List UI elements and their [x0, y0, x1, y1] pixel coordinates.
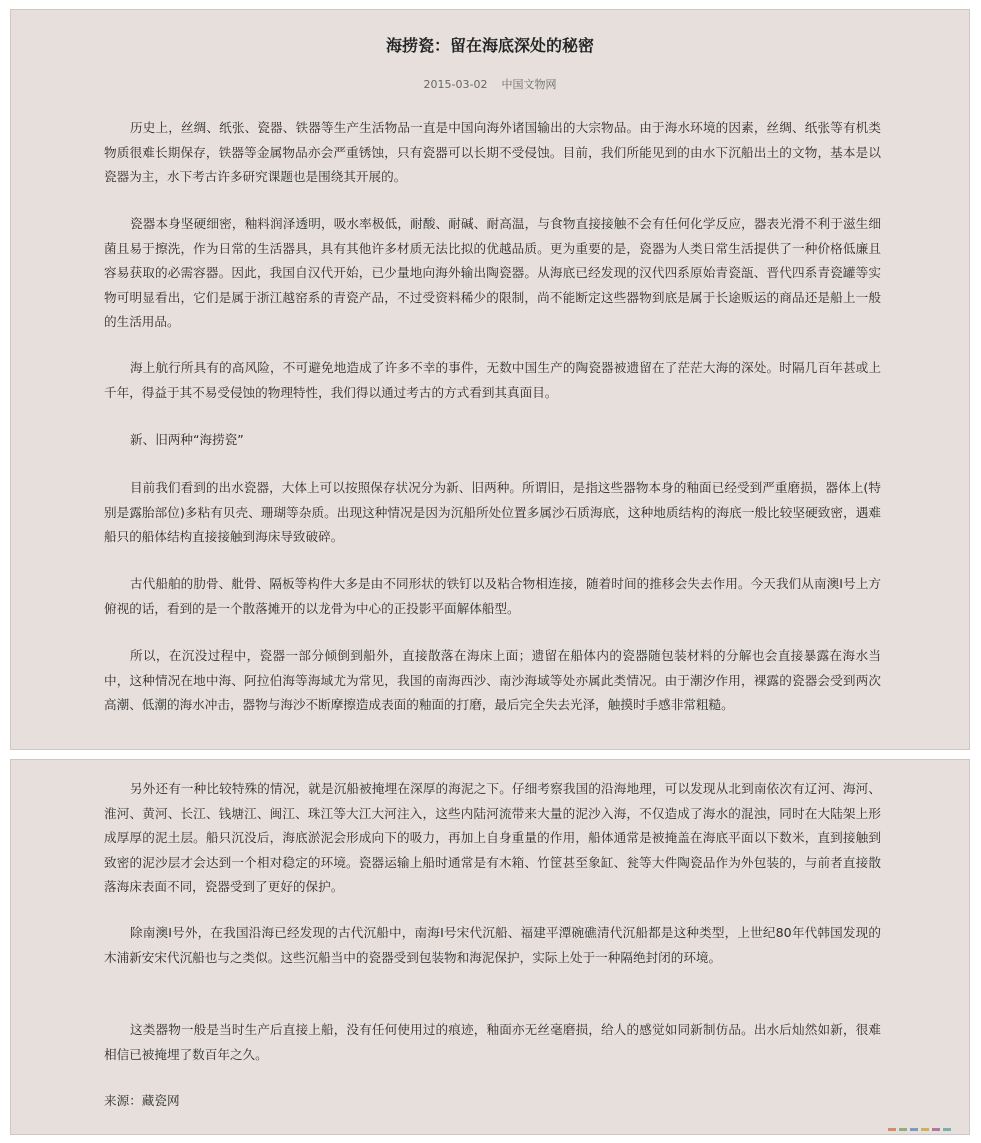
section-heading: 新、旧两种“海捞瓷”	[130, 432, 244, 447]
article-paragraph: 另外还有一种比较特殊的情况，就是沉船被掩埋在深厚的海泥之下。仔细考察我国的沿海地理，可以发现从北到南依次有辽河、海河、淮河、黄河、长江、钱塘江、闽江、珠江等大江大河注入，这些内陆河流带来大量的泥沙入海，不仅造成了海水的混浊，同时在大陆架上形成厚厚的泥土层。船只沉没后，海底淤泥会形成向下的吸力，再加上自身重量的作用，船体通常是被掩盖在海底平面以下数米，直到接触到致密的泥沙层才会达到一个相对稳定的环境。瓷器运输上船时通常是有木箱、竹筐甚至象缸、瓮等大件陶瓷品作为外包装的，与前者直接散落海床表面不同，瓷器受到了更好的保护。	[104, 781, 881, 894]
article-date: 2015-03-02	[423, 78, 488, 91]
article-paragraph: 目前我们看到的出水瓷器，大体上可以按照保存状况分为新、旧两种。所谓旧，是指这些器物本身的釉面已经受到严重磨损，器体上(特别是露胎部位)多粘有贝壳、珊瑚等杂质。出现这种情况是因为沉船所处位置多属沙石质海底，这种地质结构的海底一般比较坚硬致密，遇难船只的船体结构直接接触到海床导致破碎。	[104, 480, 881, 544]
article-paragraph: 瓷器本身坚硬细密，釉料润泽透明，吸水率极低，耐酸、耐碱、耐高温，与食物直接接触不会有任何化学反应，器表光滑不利于滋生细菌且易于擦洗，作为日常的生活器具，具有其他许多材质无法比拟的优越品质。更为重要的是，瓷器为人类日常生活提供了一种价格低廉且容易获取的必需容器。因此，我国自汉代开始，已少量地向海外输出陶瓷器。从海底已经发现的汉代四系原始青瓷瓿、晋代四系青瓷罐等实物可明显看出，它们是属于浙江越窑系的青瓷产品，不过受资料稀少的限制，尚不能断定这些器物到底是属于长途贩运的商品还是船上一般的生活用品。	[104, 216, 881, 329]
article-paragraph: 这类器物一般是当时生产后直接上船，没有任何使用过的痕迹，釉面亦无丝毫磨损，给人的感觉如同新制仿品。出水后灿然如新，很难相信已被掩埋了数百年之久。	[104, 1022, 881, 1062]
article-meta	[11, 76, 969, 92]
article-publisher[interactable]: 中国文物网	[501, 78, 557, 91]
article-paragraph: 海上航行所具有的高风险，不可避免地造成了许多不幸的事件，无数中国生产的陶瓷器被遗留在了茫茫大海的深处。时隔几百年甚或上千年，得益于其不易受侵蚀的物理特性，我们得以通过考古的方式看到其真面目。	[104, 360, 881, 400]
article-panel-bottom	[10, 759, 970, 1135]
source-line: 来源：藏瓷网	[104, 1093, 180, 1108]
article-paragraph: 历史上，丝绸、纸张、瓷器、铁器等生产生活物品一直是中国向海外诸国输出的大宗物品。由于海水环境的因素，丝绸、纸张等有机类物质很难长期保存，铁器等金属物品亦会严重锈蚀，只有瓷器可以长期不受侵蚀。目前，我们所能见到的由水下沉船出土的文物，基本是以瓷器为主，水下考古许多研究课题也是围绕其开展的。	[104, 120, 881, 184]
article-title: 海捞瓷：留在海底深处的秘密	[385, 36, 594, 55]
article-paragraph: 除南澳Ⅰ号外，在我国沿海已经发现的古代沉船中，南海Ⅰ号宋代沉船、福建平潭碗礁清代沉船都是这种类型，上世纪80年代韩国发现的木浦新安宋代沉船也与之类似。这些沉船当中的瓷器受到包装物和海泥保护，实际上处于一种隔绝封闭的环境。	[104, 925, 881, 965]
article-paragraph: 所以，在沉没过程中，瓷器一部分倾倒到船外，直接散落在海床上面；遗留在船体内的瓷器随包装材料的分解也会直接暴露在海水当中，这种情况在地中海、阿拉伯海等海域尤为常见，我国的南海西沙、南沙海域等处亦属此类情况。由于潮汐作用，裸露的瓷器会受到两次高潮、低潮的海水冲击，器物与海沙不断摩擦造成表面的釉面的打磨，最后完全失去光泽，触摸时手感非常粗糙。	[104, 648, 881, 712]
article-panel-top	[10, 9, 970, 750]
decorative-color-marks	[888, 1128, 951, 1131]
article-paragraph: 古代船舶的肋骨、舭骨、隔板等构件大多是由不同形状的铁钉以及粘合物相连接，随着时间的推移会失去作用。今天我们从南澳Ⅰ号上方俯视的话，看到的是一个散落摊开的以龙骨为中心的正投影平面解体船型。	[104, 576, 881, 616]
